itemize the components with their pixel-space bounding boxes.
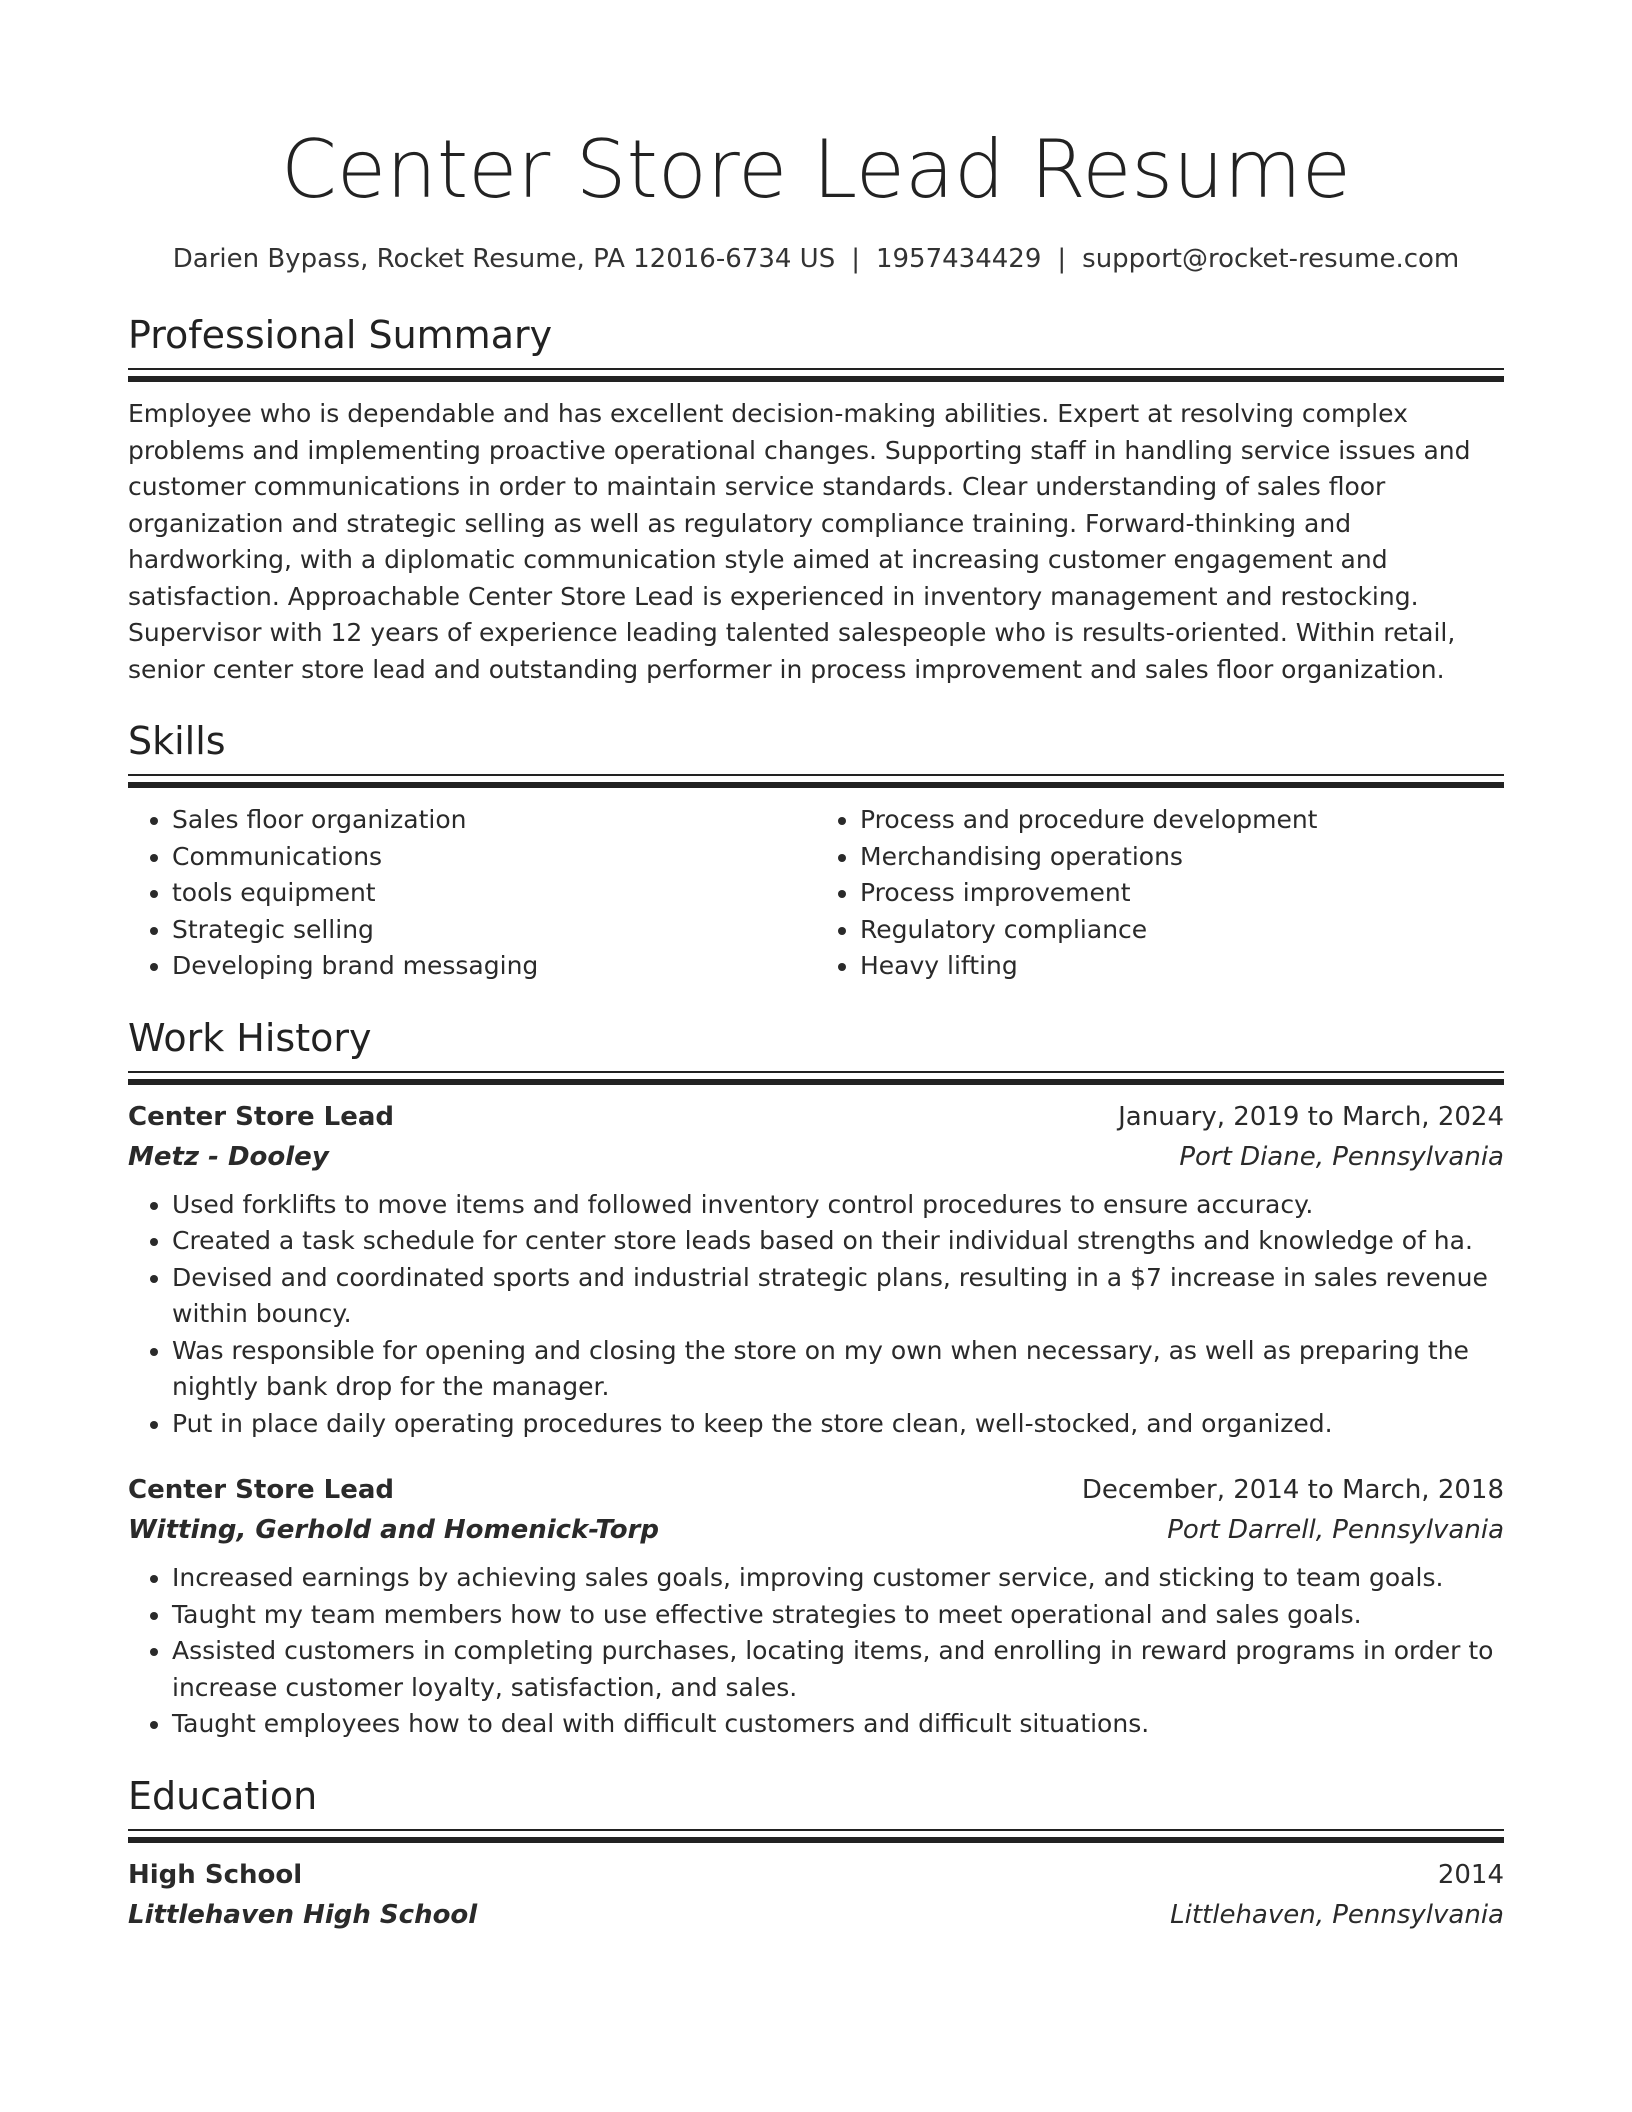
- contact-email: support@rocket-resume.com: [1082, 244, 1460, 274]
- job-bullet: • Assisted customers in completing purchases, locating items, and enrolling in reward programs in order to increase customer loyalty, satisfaction, and sales.: [172, 1633, 1504, 1706]
- section-divider: [128, 368, 1504, 382]
- job-bullet: • Was responsible for opening and closing the store on my own when necessary, as well as preparing the nightly bank drop for the manager.: [172, 1333, 1504, 1406]
- job-entry: [128, 1097, 1504, 1443]
- job-dates: January, 2019 to March, 2024: [1118, 1101, 1504, 1132]
- summary-text: Employee who is dependable and has excellent decision-making abilities. Expert at resolving complex problems and implementing proactive operational changes. Supporting staff in handling service issues and customer communications in order to maintain service standards. Clear understanding of sales floor organization and strategic selling as well as regulatory compliance training. Forward-thinking and hardworking, with a diplomatic communication style aimed at increasing customer engagement and satisfaction. Approachable Center Store Lead is experienced in inventory management and restocking. Supervisor with 12 years of experience leading talented salespeople who is results-oriented. Within retail, senior center store lead and outstanding performer in process improvement and sales floor organization.: [128, 399, 1471, 684]
- education-location: Littlehaven, Pennsylvania: [1170, 1899, 1504, 1930]
- resume-title: Center Store Lead Resume: [281, 123, 1351, 216]
- job-title: Center Store Lead: [128, 1101, 395, 1132]
- skills-heading: Skills: [128, 719, 226, 763]
- education-subheader: [128, 1895, 1504, 1935]
- section-divider: [128, 1071, 1504, 1085]
- job-bullet: • Taught my team members how to use effective strategies to meet operational and sales goals.: [172, 1597, 1504, 1634]
- education-school: Littlehaven High School: [128, 1899, 478, 1930]
- contact-separator: |: [851, 244, 860, 274]
- job-bullet: • Increased earnings by achieving sales goals, improving customer service, and sticking to team goals.: [172, 1560, 1504, 1597]
- skills-right-list: [816, 802, 1504, 985]
- education-heading: Education: [128, 1773, 318, 1818]
- contact-address: Darien Bypass, Rocket Resume, PA 12016-6734 US: [172, 244, 836, 274]
- job-bullet: • Taught employees how to deal with difficult customers and difficult situations.: [172, 1706, 1504, 1743]
- work-section: [128, 1015, 1504, 1743]
- education-degree: High School: [128, 1859, 303, 1890]
- job-bullet: • Put in place daily operating procedures to keep the store clean, well-stocked, and organized.: [172, 1406, 1504, 1443]
- education-header: [128, 1855, 1504, 1895]
- section-divider: [128, 1829, 1504, 1843]
- education-entry: [128, 1855, 1504, 1935]
- contact-line: [128, 242, 1504, 276]
- resume-page: [128, 0, 1504, 1935]
- job-dates: December, 2014 to March, 2018: [1081, 1475, 1504, 1505]
- contact-separator: |: [1057, 244, 1067, 274]
- skill-item: • Regulatory compliance: [860, 912, 1504, 949]
- job-subheader: [128, 1510, 1504, 1550]
- job-title: Center Store Lead: [128, 1475, 395, 1505]
- skills-columns: [128, 802, 1504, 985]
- job-bullet: • Devised and coordinated sports and industrial strategic plans, resulting in a $7 increase in sales revenue within bouncy.: [172, 1260, 1504, 1333]
- skill-item: • Process and procedure development: [860, 802, 1504, 839]
- skill-item: • Sales floor organization: [172, 802, 816, 839]
- job-bullets: [128, 1187, 1504, 1443]
- skill-item: • Process improvement: [860, 875, 1504, 912]
- job-header: [128, 1097, 1504, 1137]
- skills-section: [128, 718, 1504, 985]
- summary-section: [128, 312, 1504, 688]
- job-company: Metz - Dooley: [128, 1141, 329, 1172]
- skill-item: • Heavy lifting: [860, 948, 1504, 985]
- skill-item: • Merchandising operations: [860, 839, 1504, 876]
- job-bullet: • Created a task schedule for center store leads based on their individual strengths and knowledge of ha.: [172, 1223, 1504, 1260]
- job-location: Port Darrell, Pennsylvania: [1167, 1515, 1504, 1545]
- job-bullets: [128, 1560, 1504, 1743]
- education-section: [128, 1773, 1504, 1935]
- skill-item: • tools equipment: [172, 875, 816, 912]
- job-header: [128, 1470, 1504, 1510]
- job-bullet: • Used forklifts to move items and followed inventory control procedures to ensure accuracy.: [172, 1187, 1504, 1224]
- job-company: Witting, Gerhold and Homenick-Torp: [128, 1515, 659, 1545]
- work-heading: Work History: [128, 1015, 372, 1060]
- skills-left-list: [128, 802, 816, 985]
- contact-phone: 1957434429: [875, 244, 1042, 274]
- section-divider: [128, 774, 1504, 788]
- summary-heading: Professional Summary: [128, 313, 553, 357]
- job-entry: [128, 1470, 1504, 1743]
- job-location: Port Diane, Pennsylvania: [1179, 1141, 1504, 1172]
- education-year: 2014: [1437, 1859, 1504, 1890]
- skill-item: • Communications: [172, 839, 816, 876]
- job-subheader: [128, 1137, 1504, 1177]
- skill-item: • Developing brand messaging: [172, 948, 816, 985]
- skill-item: • Strategic selling: [172, 912, 816, 949]
